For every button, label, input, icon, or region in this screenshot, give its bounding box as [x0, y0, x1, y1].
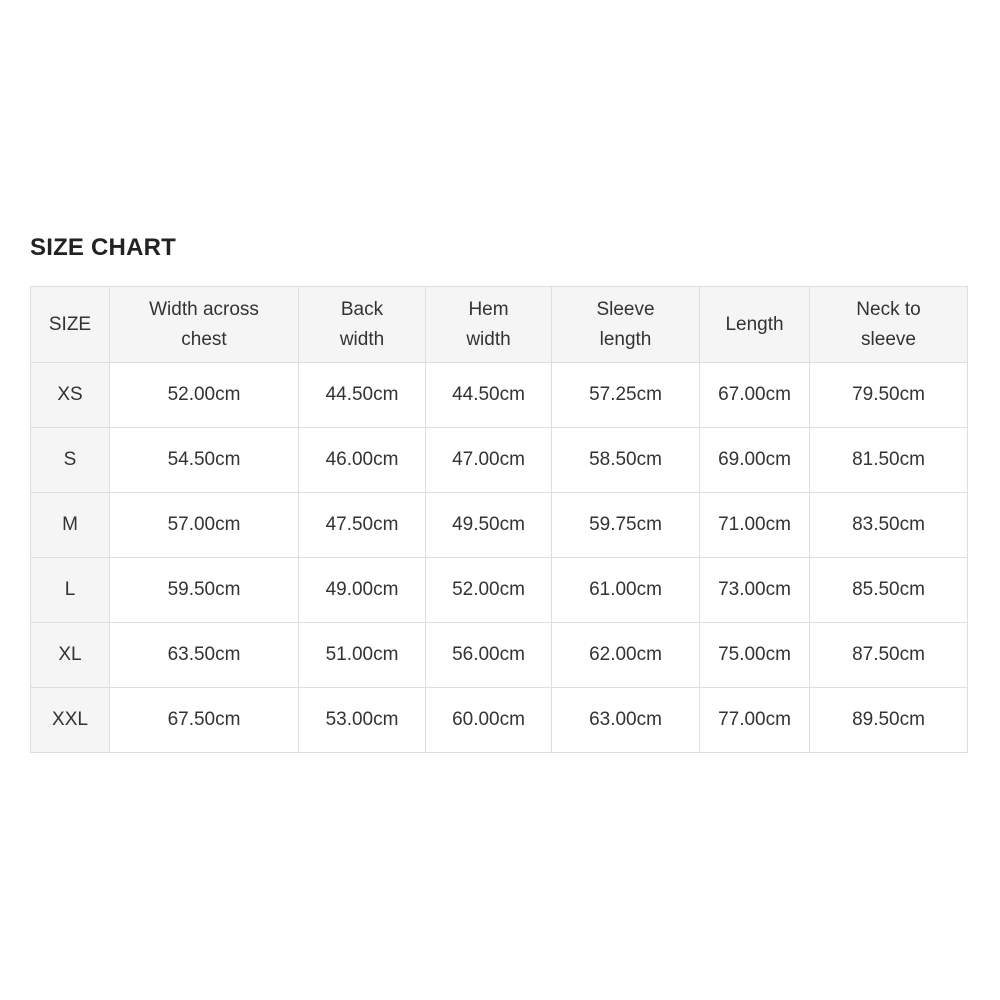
- table-cell: 57.25cm: [552, 363, 700, 428]
- table-cell: 63.50cm: [110, 623, 299, 688]
- header-back-width-label: Back width: [339, 298, 385, 350]
- table-cell: 89.50cm: [810, 688, 968, 753]
- table-row: [31, 428, 968, 493]
- table-row: [31, 363, 968, 428]
- header-width-across-chest: [110, 287, 299, 363]
- table-cell: 44.50cm: [299, 363, 426, 428]
- table-cell: 53.00cm: [299, 688, 426, 753]
- table-cell: 51.00cm: [299, 623, 426, 688]
- size-cell: XS: [31, 363, 110, 428]
- header-size: [31, 287, 110, 363]
- table-cell: 87.50cm: [810, 623, 968, 688]
- header-length-label: Length: [725, 313, 784, 335]
- table-cell: 44.50cm: [426, 363, 552, 428]
- table-cell: 59.75cm: [552, 493, 700, 558]
- size-chart-title: SIZE CHART: [30, 234, 176, 261]
- size-cell: M: [31, 493, 110, 558]
- table-cell: 58.50cm: [552, 428, 700, 493]
- header-sleeve-length-label: Sleeve length: [596, 298, 655, 350]
- table-cell: 71.00cm: [700, 493, 810, 558]
- size-cell: L: [31, 558, 110, 623]
- header-length: [700, 287, 810, 363]
- table-row: [31, 623, 968, 688]
- table-cell: 79.50cm: [810, 363, 968, 428]
- table-row: [31, 493, 968, 558]
- table-cell: 81.50cm: [810, 428, 968, 493]
- size-chart-table: [30, 286, 968, 753]
- table-cell: 85.50cm: [810, 558, 968, 623]
- header-back-width: [299, 287, 426, 363]
- size-cell: S: [31, 428, 110, 493]
- table-cell: 67.50cm: [110, 688, 299, 753]
- table-cell: 73.00cm: [700, 558, 810, 623]
- table-cell: 49.50cm: [426, 493, 552, 558]
- size-cell: XXL: [31, 688, 110, 753]
- table-cell: 49.00cm: [299, 558, 426, 623]
- table-cell: 57.00cm: [110, 493, 299, 558]
- table-cell: 69.00cm: [700, 428, 810, 493]
- table-cell: 52.00cm: [426, 558, 552, 623]
- table-cell: 46.00cm: [299, 428, 426, 493]
- header-size-label: SIZE: [48, 313, 92, 335]
- header-hem-width: [426, 287, 552, 363]
- table-cell: 59.50cm: [110, 558, 299, 623]
- header-sleeve-length: [552, 287, 700, 363]
- table-cell: 52.00cm: [110, 363, 299, 428]
- table-row: [31, 688, 968, 753]
- table-row: [31, 558, 968, 623]
- table-cell: 47.00cm: [426, 428, 552, 493]
- header-neck-to-sleeve: [810, 287, 968, 363]
- header-width-across-chest-label: Width across chest: [149, 298, 259, 350]
- header-hem-width-label: Hem width: [466, 298, 511, 350]
- table-cell: 62.00cm: [552, 623, 700, 688]
- table-cell: 54.50cm: [110, 428, 299, 493]
- header-neck-to-sleeve-label: Neck to sleeve: [856, 298, 921, 350]
- table-cell: 67.00cm: [700, 363, 810, 428]
- size-cell: XL: [31, 623, 110, 688]
- table-cell: 61.00cm: [552, 558, 700, 623]
- table-cell: 75.00cm: [700, 623, 810, 688]
- table-cell: 60.00cm: [426, 688, 552, 753]
- table-cell: 63.00cm: [552, 688, 700, 753]
- table-cell: 77.00cm: [700, 688, 810, 753]
- table-cell: 83.50cm: [810, 493, 968, 558]
- table-cell: 56.00cm: [426, 623, 552, 688]
- table-cell: 47.50cm: [299, 493, 426, 558]
- header-row: [31, 287, 968, 363]
